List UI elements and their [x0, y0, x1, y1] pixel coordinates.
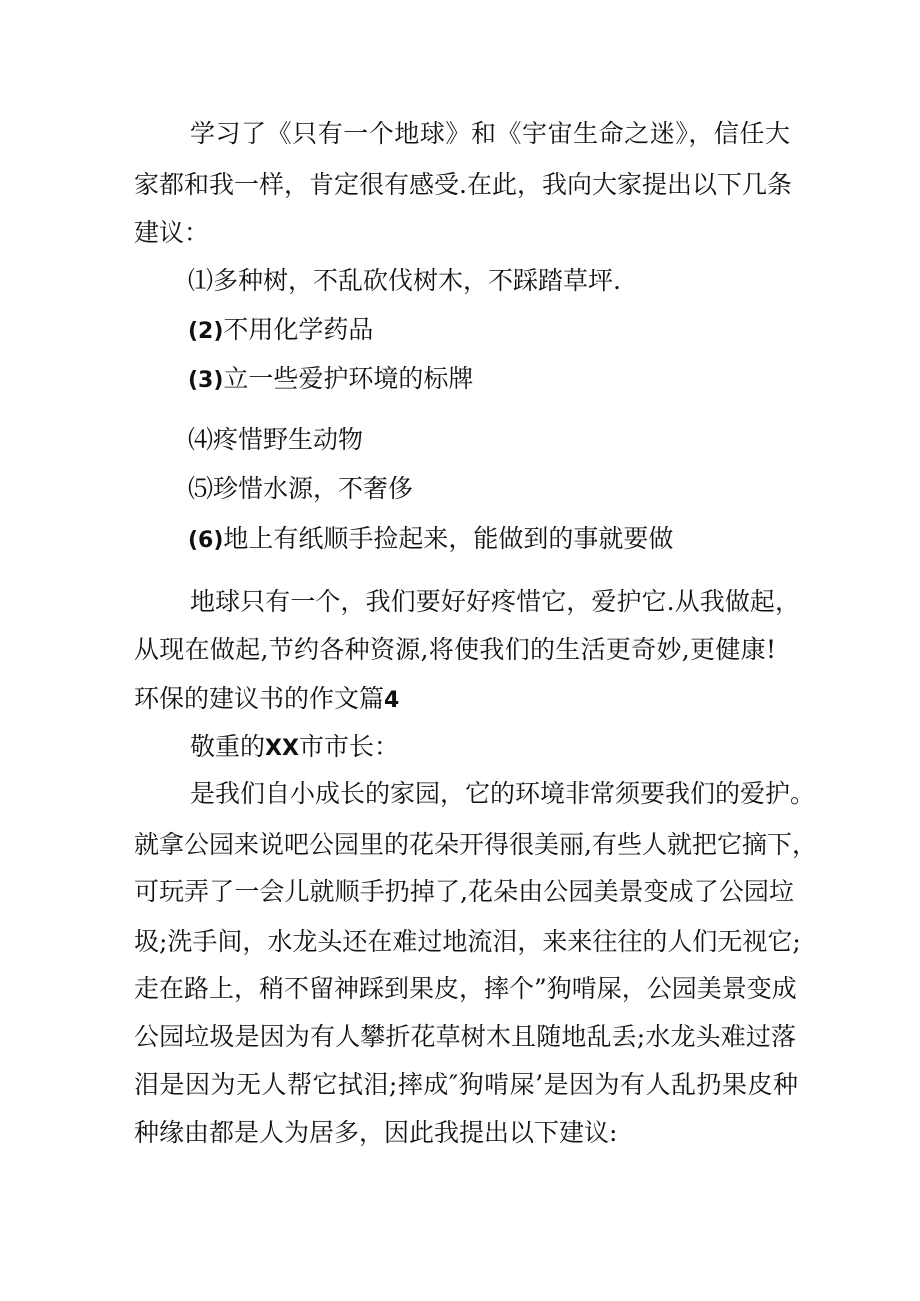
- item-text: 地上有纸顺手捡起来，能做到的事就要做: [223, 524, 674, 553]
- para3-line8: 种缘由都是人为居多，因此我提出以下建议:: [134, 1118, 618, 1147]
- salutation-placeholder: XX: [265, 736, 299, 761]
- list-item: [188, 474, 413, 504]
- salutation-prefix: 敬重的: [190, 732, 266, 761]
- list-item: [188, 425, 363, 455]
- section-heading: [134, 684, 399, 716]
- item-text: 多种树，不乱砍伐树木，不踩踏草坪.: [213, 266, 621, 295]
- item-number: (3): [188, 368, 224, 393]
- list-item: [188, 266, 621, 296]
- para2-line1: 地球只有一个，我们要好好疼惜它，爱护它.从我做起，: [190, 587, 800, 616]
- para3-line5: 走在路上，稍不留神踩到果皮，摔个”狗啃屎，公园美景变成: [134, 974, 797, 1003]
- item-text: 不用化学药品: [223, 315, 374, 344]
- item-number: ⑷: [188, 425, 214, 454]
- para3-line2: 就拿公园来说吧公园里的花朵开得很美丽,有些人就把它摘下，: [134, 830, 817, 859]
- para1-line1: 学习了《只有一个地球》和《宇宙生命之迷》，信任大: [190, 119, 790, 148]
- salutation-suffix: 市市长：: [298, 732, 399, 761]
- para3-line3: 可玩弄了一会儿就顺手扔掉了,花朵由公园美景变成了公园垃: [134, 877, 794, 906]
- item-text: 立一些爱护环境的标牌: [223, 364, 474, 393]
- item-number: (2): [188, 319, 224, 344]
- para3-line7: 泪是因为无人帮它拭泪;摔成″狗啃屎’是因为有人乱扔果皮种: [134, 1070, 798, 1099]
- heading-text: 环保的建议书的作文篇: [134, 684, 385, 713]
- item-number: ⑸: [188, 474, 214, 503]
- item-number: ⑴: [188, 266, 214, 295]
- para3-line6: 公园垃圾是因为有人攀折花草树木且随地乱丢;水龙头难过落: [134, 1022, 796, 1051]
- item-text: 疼惜野生动物: [213, 425, 364, 454]
- para1-line3: 建议：: [134, 218, 210, 247]
- item-text: 珍惜水源，不奢侈: [213, 474, 414, 503]
- para3-line4: 圾;洗手间，水龙头还在难过地流泪，来来往往的人们无视它;: [134, 927, 801, 956]
- list-item: [188, 364, 473, 396]
- para2-line2: 从现在做起,节约各种资源,将使我们的生活更奇妙,更健康!: [134, 635, 776, 664]
- para3-line1: 是我们自小成长的家园，它的环境非常须要我们的爱护。: [190, 779, 816, 808]
- para1-line2: 家都和我一样，肯定很有感受.在此，我向大家提出以下几条: [134, 170, 792, 199]
- salutation: [190, 732, 399, 764]
- item-number: (6): [188, 528, 224, 553]
- list-item: [188, 315, 373, 347]
- list-item: [188, 524, 673, 556]
- heading-number: 4: [384, 688, 400, 713]
